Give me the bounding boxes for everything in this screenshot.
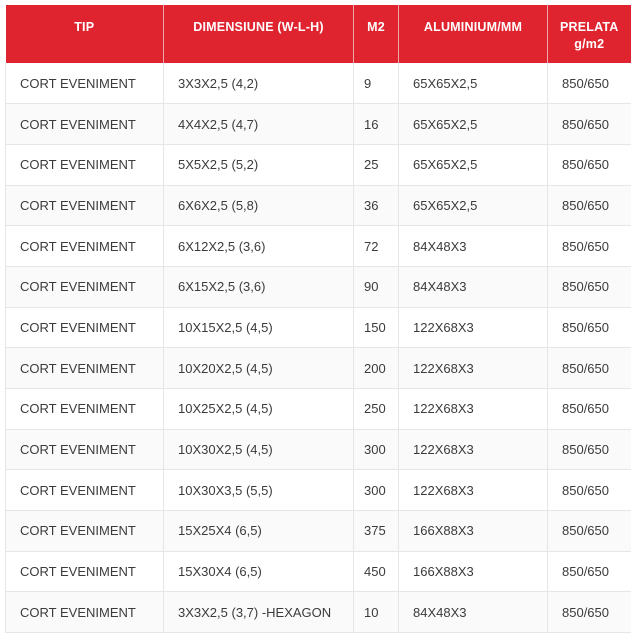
cell-prelata: 850/650 <box>548 511 631 552</box>
cell-m2: 300 <box>354 470 399 511</box>
column-header-dimensiune: DIMENSIUNE (W-L-H) <box>164 5 354 63</box>
cell-m2: 250 <box>354 389 399 430</box>
column-header-aluminium: ALUMINIUM/MM <box>399 5 548 63</box>
cell-dimensiune: 10X20X2,5 (4,5) <box>164 348 354 389</box>
cell-prelata: 850/650 <box>548 348 631 389</box>
column-header-prelata-line2: g/m2 <box>574 36 605 51</box>
cell-prelata: 850/650 <box>548 266 631 307</box>
table-header-row <box>6 5 631 63</box>
table-header <box>6 5 631 63</box>
cell-prelata: 850/650 <box>548 185 631 226</box>
cell-m2: 9 <box>354 63 399 104</box>
column-header-tip: TIP <box>6 5 164 63</box>
cell-m2: 90 <box>354 266 399 307</box>
cell-dimensiune: 10X30X3,5 (5,5) <box>164 470 354 511</box>
cell-m2: 150 <box>354 307 399 348</box>
cell-dimensiune: 4X4X2,5 (4,7) <box>164 104 354 145</box>
cell-dimensiune: 3X3X2,5 (4,2) <box>164 63 354 104</box>
table-row <box>6 185 631 226</box>
cell-dimensiune: 15X30X4 (6,5) <box>164 551 354 592</box>
cell-tip: CORT EVENIMENT <box>6 470 164 511</box>
column-header-m2: M2 <box>354 5 399 63</box>
cell-prelata: 850/650 <box>548 551 631 592</box>
cell-m2: 36 <box>354 185 399 226</box>
cell-m2: 375 <box>354 511 399 552</box>
cell-aluminium: 65X65X2,5 <box>399 63 548 104</box>
cell-m2: 300 <box>354 429 399 470</box>
cell-dimensiune: 5X5X2,5 (5,2) <box>164 144 354 185</box>
cell-aluminium: 166X88X3 <box>399 551 548 592</box>
table-row <box>6 307 631 348</box>
cell-prelata: 850/650 <box>548 429 631 470</box>
cell-tip: CORT EVENIMENT <box>6 348 164 389</box>
cell-aluminium: 122X68X3 <box>399 470 548 511</box>
cell-dimensiune: 15X25X4 (6,5) <box>164 511 354 552</box>
cell-aluminium: 65X65X2,5 <box>399 185 548 226</box>
cell-m2: 200 <box>354 348 399 389</box>
table-row <box>6 592 631 633</box>
cell-aluminium: 65X65X2,5 <box>399 104 548 145</box>
cell-aluminium: 122X68X3 <box>399 429 548 470</box>
cell-m2: 25 <box>354 144 399 185</box>
cell-dimensiune: 10X15X2,5 (4,5) <box>164 307 354 348</box>
cell-aluminium: 122X68X3 <box>399 348 548 389</box>
cell-m2: 450 <box>354 551 399 592</box>
product-specification-table <box>5 5 631 633</box>
cell-tip: CORT EVENIMENT <box>6 511 164 552</box>
cell-tip: CORT EVENIMENT <box>6 551 164 592</box>
cell-prelata: 850/650 <box>548 63 631 104</box>
cell-aluminium: 122X68X3 <box>399 307 548 348</box>
table-row <box>6 470 631 511</box>
cell-tip: CORT EVENIMENT <box>6 389 164 430</box>
cell-dimensiune: 6X12X2,5 (3,6) <box>164 226 354 267</box>
cell-dimensiune: 10X30X2,5 (4,5) <box>164 429 354 470</box>
cell-aluminium: 84X48X3 <box>399 226 548 267</box>
table-body <box>6 63 631 633</box>
cell-tip: CORT EVENIMENT <box>6 592 164 633</box>
cell-prelata: 850/650 <box>548 592 631 633</box>
cell-tip: CORT EVENIMENT <box>6 185 164 226</box>
table-row <box>6 511 631 552</box>
cell-aluminium: 122X68X3 <box>399 389 548 430</box>
cell-tip: CORT EVENIMENT <box>6 266 164 307</box>
column-header-prelata-line1: PRELATA <box>559 20 619 34</box>
cell-prelata: 850/650 <box>548 104 631 145</box>
cell-tip: CORT EVENIMENT <box>6 226 164 267</box>
table-row <box>6 389 631 430</box>
cell-prelata: 850/650 <box>548 144 631 185</box>
cell-dimensiune: 10X25X2,5 (4,5) <box>164 389 354 430</box>
cell-aluminium: 65X65X2,5 <box>399 144 548 185</box>
cell-aluminium: 84X48X3 <box>399 266 548 307</box>
column-header-prelata <box>548 5 631 63</box>
table-row <box>6 63 631 104</box>
table-row <box>6 429 631 470</box>
table-row <box>6 551 631 592</box>
cell-dimensiune: 3X3X2,5 (3,7) -HEXAGON <box>164 592 354 633</box>
cell-tip: CORT EVENIMENT <box>6 63 164 104</box>
cell-prelata: 850/650 <box>548 470 631 511</box>
cell-tip: CORT EVENIMENT <box>6 429 164 470</box>
cell-aluminium: 84X48X3 <box>399 592 548 633</box>
cell-tip: CORT EVENIMENT <box>6 144 164 185</box>
cell-prelata: 850/650 <box>548 307 631 348</box>
cell-m2: 16 <box>354 104 399 145</box>
cell-dimensiune: 6X6X2,5 (5,8) <box>164 185 354 226</box>
cell-dimensiune: 6X15X2,5 (3,6) <box>164 266 354 307</box>
cell-prelata: 850/650 <box>548 226 631 267</box>
cell-prelata: 850/650 <box>548 389 631 430</box>
table-row <box>6 104 631 145</box>
table-row <box>6 226 631 267</box>
table-row <box>6 144 631 185</box>
table-row <box>6 266 631 307</box>
cell-m2: 10 <box>354 592 399 633</box>
cell-tip: CORT EVENIMENT <box>6 104 164 145</box>
cell-m2: 72 <box>354 226 399 267</box>
cell-tip: CORT EVENIMENT <box>6 307 164 348</box>
cell-aluminium: 166X88X3 <box>399 511 548 552</box>
table-row <box>6 348 631 389</box>
